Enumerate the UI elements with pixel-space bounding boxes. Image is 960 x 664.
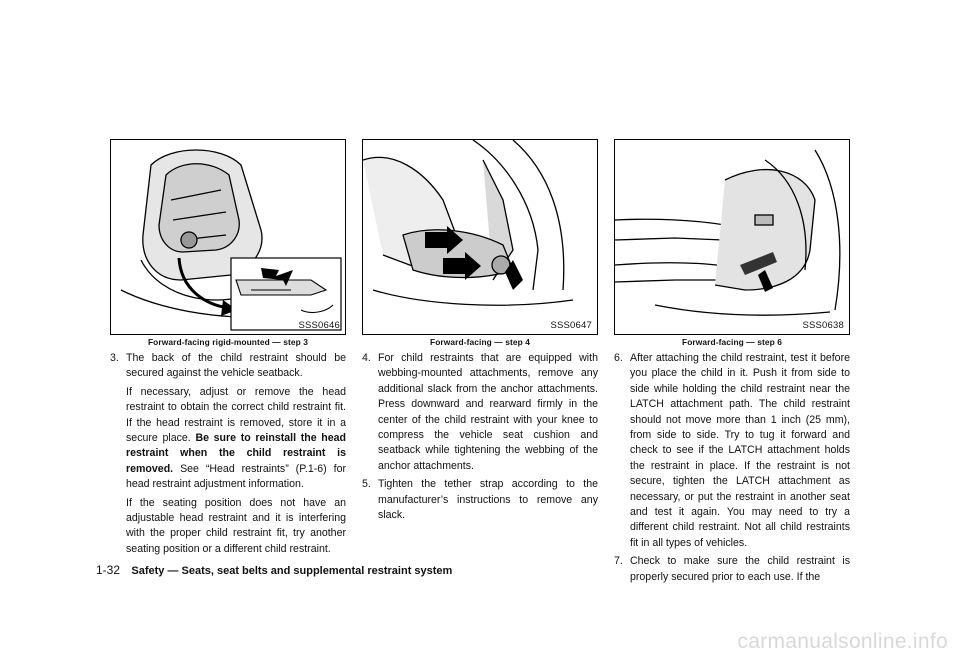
reference-text: See “Head restraints” (P.1-6) for head restraint adjustment information. bbox=[126, 462, 346, 491]
child-seat-illustration-1 bbox=[111, 140, 345, 334]
figure-caption: Forward-facing — step 6 bbox=[681, 337, 783, 347]
step-text: After attaching the child restraint, test it before you place the child in it. Push it from side to side while holding the child restraint near the LATCH attachment path. The child restraint should not move more than 1 inch (25 mm), from side to side. Try to tug it forward and check to see if the LATCH attachment holds the restraint in place. If the restraint is not secure, tighten the LATCH attachment as necessary, or put the restraint in another seat and test it again. You may need to try a different child restraint. Not all child restraints fit in all types of vehicles. bbox=[630, 352, 850, 549]
step-5 bbox=[362, 477, 598, 523]
figure-code: SSS0646 bbox=[298, 320, 340, 331]
step-text: Check to make sure the child restraint is properly secured prior to each use. If the bbox=[630, 555, 850, 583]
column-2 bbox=[362, 139, 598, 523]
warning-text: Be sure to reinstall the head restraint when the child restraint is removed. bbox=[126, 432, 346, 475]
figure-sss0647 bbox=[362, 139, 598, 335]
column-3-text bbox=[614, 351, 850, 585]
section-title: Safety — Seats, seat belts and supplemental restraint system bbox=[131, 565, 453, 577]
child-seat-illustration-3 bbox=[615, 140, 849, 334]
paragraph-text: If necessary, adjust or remove the head restraint to obtain the correct child restraint fit. If the head restraint is removed, store it in a secure place. bbox=[126, 385, 346, 445]
column-3 bbox=[614, 139, 850, 585]
page-number: 1-32 bbox=[96, 563, 121, 577]
page-footer bbox=[96, 563, 452, 577]
step-text: Tighten the tether strap according to the manufacturer’s instructions to remove any slack. bbox=[378, 478, 598, 522]
step-number: 7. bbox=[614, 555, 623, 568]
column-1 bbox=[110, 139, 346, 557]
figure-sss0638 bbox=[614, 139, 850, 335]
step-6 bbox=[614, 351, 850, 551]
child-seat-illustration-2 bbox=[363, 140, 597, 334]
figure-code: SSS0647 bbox=[550, 320, 592, 331]
step-4 bbox=[362, 351, 598, 474]
figure-code: SSS0638 bbox=[802, 320, 844, 331]
step-number: 5. bbox=[362, 478, 371, 491]
step-7 bbox=[614, 554, 850, 585]
step-number: 3. bbox=[110, 352, 119, 364]
column-1-text bbox=[110, 351, 346, 557]
head-restraint-paragraph bbox=[126, 385, 346, 493]
seating-position-paragraph: If the seating position does not have an adjustable head restraint and it is interfering with the proper child restraint fit, try another seating position or a different child restraint. bbox=[126, 496, 346, 555]
step-number: 6. bbox=[614, 352, 623, 364]
step-text: The back of the child restraint should be secured against the vehicle seatback. bbox=[126, 352, 346, 380]
figure-sss0646 bbox=[110, 139, 346, 335]
step-number: 4. bbox=[362, 352, 371, 364]
step-text: For child restraints that are equipped with webbing-mounted attachments, remove any additional slack from the anchor attachments. Press downward and rearward firmly in the center of the child restraint with your knee to compress the vehicle seat cushion and seatback while tightening the webbing of the anchor attachments. bbox=[378, 352, 598, 472]
column-2-text bbox=[362, 351, 598, 523]
step-3 bbox=[110, 351, 346, 382]
figure-caption: Forward-facing — step 4 bbox=[429, 337, 531, 347]
figure-caption: Forward-facing rigid-mounted — step 3 bbox=[147, 337, 309, 347]
watermark: carmanualsonline.info bbox=[737, 630, 948, 653]
